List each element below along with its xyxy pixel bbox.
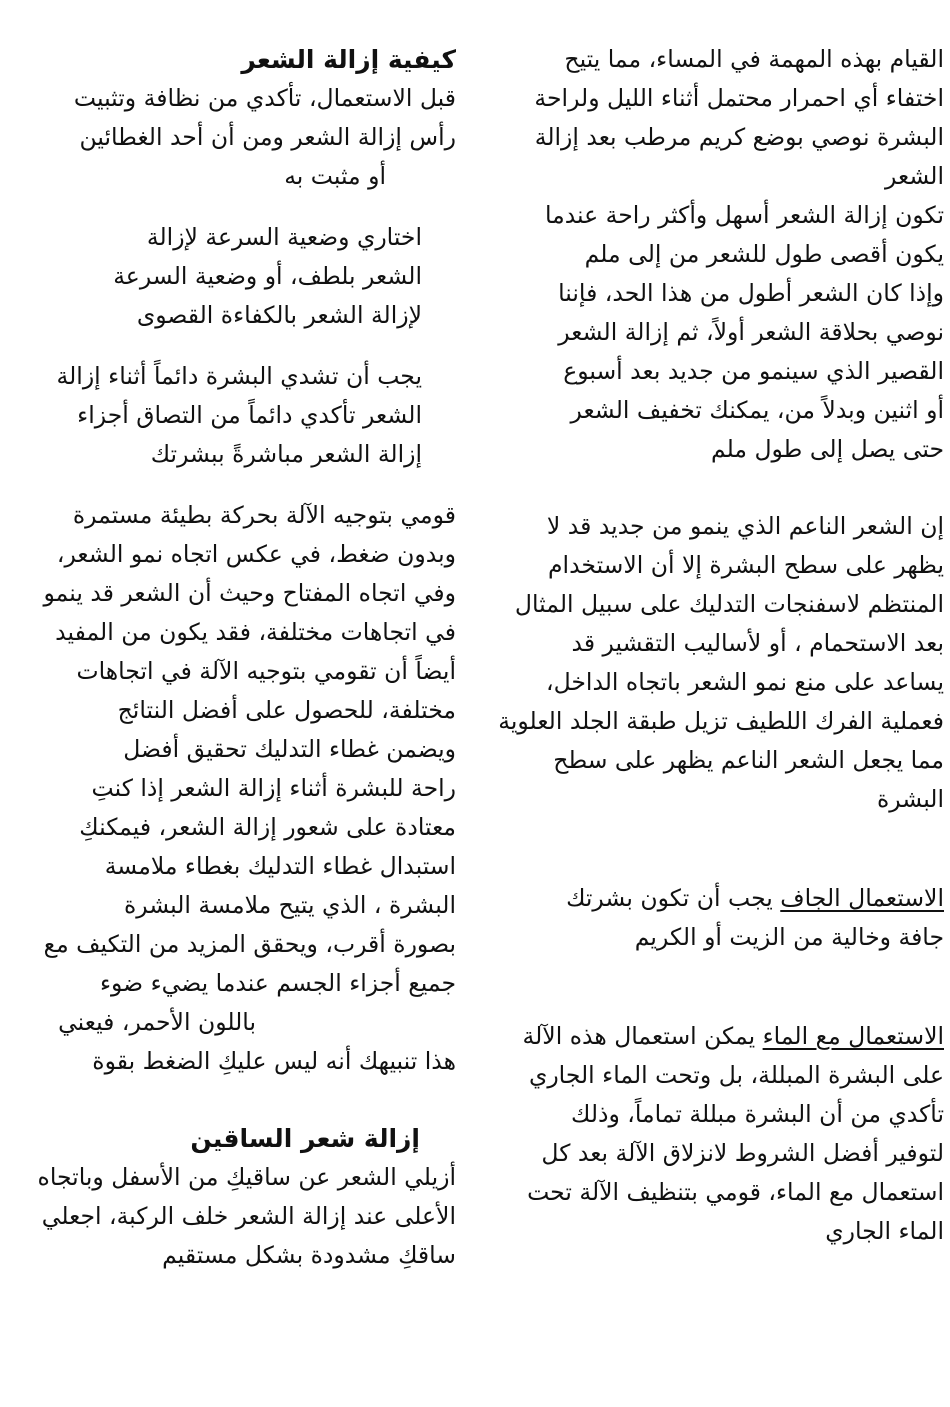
text-line: اختاري وضعية السرعة لإزالة (146, 223, 422, 251)
text-line: أزيلي الشعر عن ساقيكِ من الأسفل وباتجاه (37, 1163, 456, 1191)
text-line (492, 879, 944, 918)
text-line: إزالة الشعر مباشرةً ببشرتك (150, 440, 422, 468)
text-line: القيام بهذه المهمة في المساء، مما يتيح (564, 45, 944, 73)
text-line: جافة وخالية من الزيت أو الكريم (634, 923, 944, 951)
text-line: مختلفة، للحصول على أفضل النتائج (117, 696, 456, 724)
text-line: لتوفير أفضل الشروط لانزلاق الآلة بعد كل (541, 1139, 944, 1167)
text-line: تكون إزالة الشعر أسهل وأكثر راحة عندما (544, 201, 944, 229)
right-column (492, 40, 944, 1251)
text-line: قبل الاستعمال، تأكدي من نظافة وتثبيت (73, 84, 456, 112)
water-use-label: الاستعمال مع الماء (762, 1022, 944, 1050)
text-line: راحة للبشرة أثناء إزالة الشعر إذا كنتِ (91, 774, 456, 802)
text-line: يساعد على منع نمو الشعر باتجاه الداخل، (546, 668, 944, 696)
dry-use-label: الاستعمال الجاف (780, 884, 944, 912)
dry-use-text: يجب أن تكون بشرتك (566, 884, 781, 912)
text-line: الشعر (885, 162, 944, 190)
text-line: يجب أن تشدي البشرة دائماً أثناء إزالة (56, 362, 422, 390)
text-line: في اتجاهات مختلفة، فقد يكون من المفيد (55, 618, 456, 646)
text-line: على البشرة المبللة، بل وتحت الماء الجاري (528, 1061, 944, 1089)
paragraph-speed-setting (8, 218, 456, 335)
text-line: الشعر بلطف، أو وضعية السرعة (113, 262, 422, 290)
text-line: الأعلى عند إزالة الشعر خلف الركبة، اجعلي (41, 1202, 456, 1230)
text-line: أو اثنين وبدلاً من، يمكنك تخفيف الشعر (570, 396, 944, 424)
paragraph-legs (8, 1158, 456, 1275)
text-line: الماء الجاري (825, 1217, 944, 1245)
text-line: وفي اتجاه المفتاح وحيث أن الشعر قد ينمو (43, 579, 456, 607)
text-line: الشعر تأكدي دائماً من التصاق أجزاء (77, 401, 422, 429)
section-heading-leg-hair: إزالة شعر الساقين (190, 1124, 420, 1153)
text-line: ساقكِ مشدودة بشكل مستقيم (162, 1241, 456, 1269)
text-line: أو مثبت به (284, 162, 386, 190)
paragraph-evening-use (492, 40, 944, 196)
text-line: القصير الذي سينمو من جديد بعد أسبوع (563, 357, 944, 385)
text-line: لإزالة الشعر بالكفاءة القصوى (136, 301, 422, 329)
section-heading-hair-removal: كيفية إزالة الشعر (241, 45, 456, 74)
paragraph-hair-length (492, 196, 944, 469)
text-line: البشرة نوصي بوضع كريم مرطب بعد إزالة (534, 123, 944, 151)
text-line: هذا تنبيهك أنه ليس عليكِ الضغط بقوة (92, 1047, 456, 1075)
text-line: إن الشعر الناعم الذي ينمو من جديد قد لا (546, 512, 944, 540)
text-line: البشرة (876, 785, 944, 813)
text-line: أيضاً أن تقومي بتوجيه الآلة في اتجاهات (76, 657, 456, 685)
paragraph-water-use (492, 1017, 944, 1251)
text-line: وإذا كان الشعر أطول من هذا الحد، فإننا (558, 279, 944, 307)
text-line: باللون الأحمر، فيعني (58, 1008, 256, 1036)
left-column (8, 40, 456, 1275)
text-line: قومي بتوجيه الآلة بحركة بطيئة مستمرة (72, 501, 456, 529)
text-line: استبدال غطاء التدليك بغطاء ملامسة (104, 852, 456, 880)
text-line: جميع أجزاء الجسم عندما يضيء ضوء (99, 969, 456, 997)
text-line: بصورة أقرب، ويحقق المزيد من التكيف مع (43, 930, 456, 958)
text-line (492, 1017, 944, 1056)
text-line: وبدون ضغط، في عكس اتجاه نمو الشعر، (56, 540, 456, 568)
paragraph-dry-use (492, 879, 944, 957)
text-line: اختفاء أي احمرار محتمل أثناء الليل ولراحة (534, 84, 944, 112)
paragraph-ingrown-hair (492, 507, 944, 819)
paragraph-stretch-skin (8, 357, 456, 474)
text-line: تأكدي من أن البشرة مبللة تماماً، وذلك (571, 1100, 944, 1128)
text-line: المنتظم لاسفنجات التدليك على سبيل المثال (514, 590, 944, 618)
paragraph-guide-appliance (8, 496, 456, 1081)
text-line: حتى يصل إلى طول ملم (710, 435, 944, 463)
paragraph-before-use (8, 79, 456, 196)
water-use-text: يمكن استعمال هذه الآلة (522, 1022, 763, 1050)
text-line: بعد الاستحمام ، أو لأساليب التقشير قد (571, 629, 944, 657)
text-line: فعملية الفرك اللطيف تزيل طبقة الجلد العلوية (498, 707, 944, 735)
text-line: يظهر على سطح البشرة إلا أن الاستخدام (547, 551, 944, 579)
text-line: البشرة ، الذي يتيح ملامسة البشرة (123, 891, 456, 919)
text-line: رأس إزالة الشعر ومن أن أحد الغطائين (79, 123, 456, 151)
text-line: نوصي بحلاقة الشعر أولاً، ثم إزالة الشعر (558, 318, 944, 346)
text-line: ويضمن غطاء التدليك تحقيق أفضل (123, 735, 456, 763)
text-line: يكون أقصى طول للشعر من إلى ملم (584, 240, 944, 268)
text-line: استعمال مع الماء، قومي بتنظيف الآلة تحت (527, 1178, 944, 1206)
text-line: مما يجعل الشعر الناعم يظهر على سطح (553, 746, 944, 774)
text-line: معتادة على شعور إزالة الشعر، فيمكنكِ (79, 813, 456, 841)
